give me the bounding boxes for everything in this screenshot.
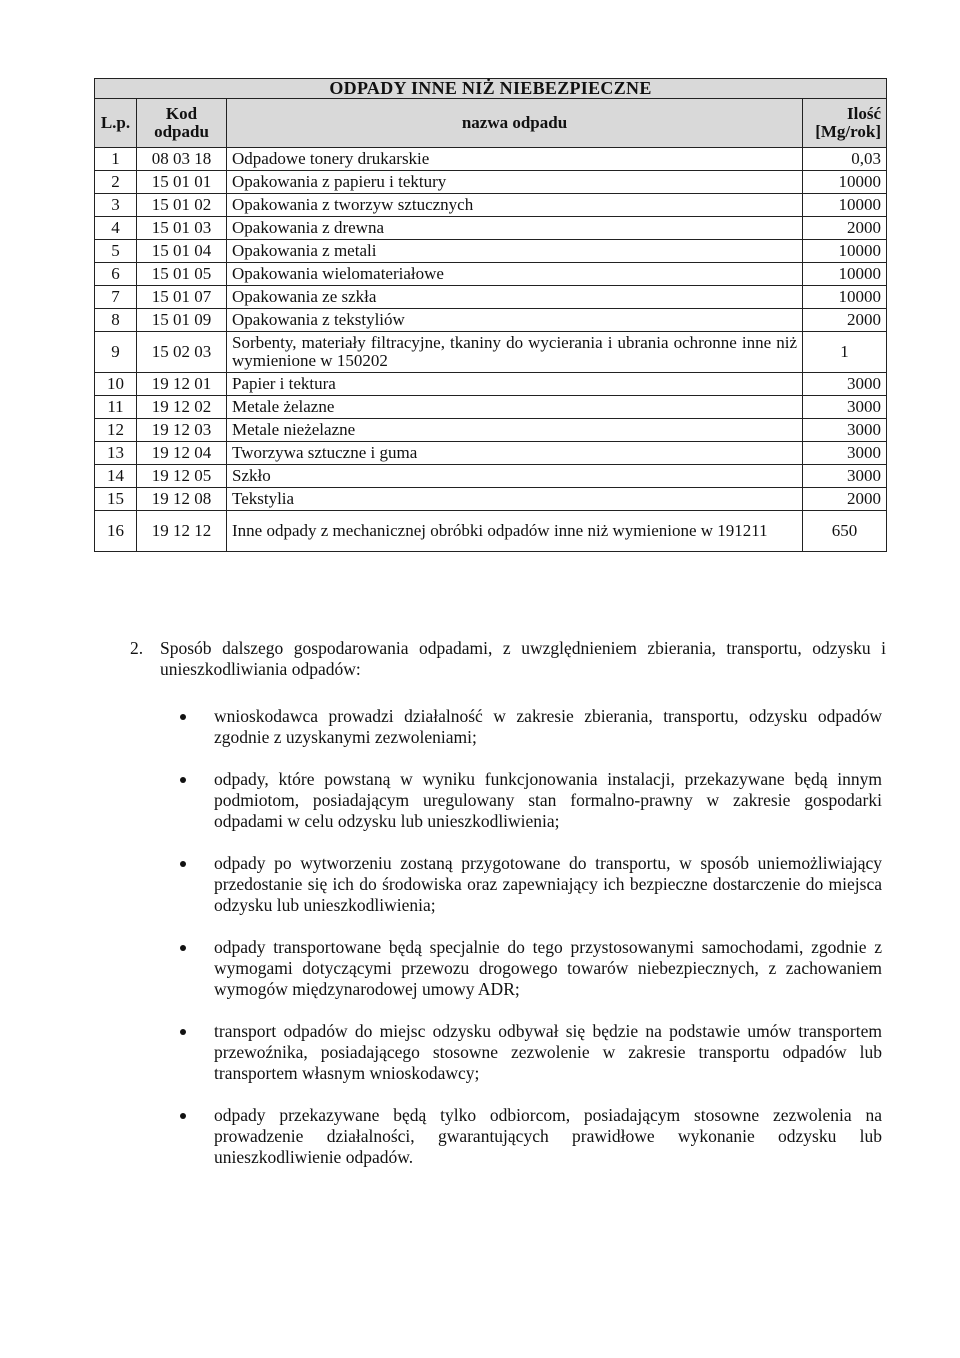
table-row: [95, 396, 887, 419]
row-code: 19 12 02: [137, 396, 227, 419]
table-title: ODPADY INNE NIŻ NIEBEZPIECZNE: [95, 79, 887, 99]
row-lp: 7: [95, 286, 137, 309]
list-item: [178, 853, 882, 916]
table-row: [95, 194, 887, 217]
row-lp: 11: [95, 396, 137, 419]
row-name: Opakowania z metali: [227, 240, 803, 263]
row-lp: 12: [95, 419, 137, 442]
row-name: Szkło: [227, 465, 803, 488]
row-name: Odpadowe tonery drukarskie: [227, 148, 803, 171]
section-intro: [130, 638, 886, 680]
row-qty: 2000: [803, 217, 887, 240]
table-title-row: [95, 79, 887, 99]
table-row: [95, 286, 887, 309]
row-name: Opakowania z drewna: [227, 217, 803, 240]
row-name: Papier i tektura: [227, 373, 803, 396]
table-row: [95, 240, 887, 263]
row-lp: 1: [95, 148, 137, 171]
table-row: [95, 373, 887, 396]
row-lp: 13: [95, 442, 137, 465]
row-name: Metale żelazne: [227, 396, 803, 419]
row-code: 15 01 04: [137, 240, 227, 263]
row-qty: 3000: [803, 419, 887, 442]
row-lp: 6: [95, 263, 137, 286]
row-name: Tworzywa sztuczne i guma: [227, 442, 803, 465]
row-qty: 3000: [803, 465, 887, 488]
row-qty: 1: [803, 332, 887, 373]
row-code: 15 01 05: [137, 263, 227, 286]
row-lp: 4: [95, 217, 137, 240]
row-name: Opakowania z tekstyliów: [227, 309, 803, 332]
row-lp: 14: [95, 465, 137, 488]
header-code: Kod odpadu: [137, 99, 227, 148]
header-name: nazwa odpadu: [227, 99, 803, 148]
row-lp: 8: [95, 309, 137, 332]
list-item-text: odpady, które powstaną w wyniku funkcjonowania instalacji, przekazywane będą innym podmiotom, posiadającym uregulowany stan formalno-prawny w zakresie gospodarki odpadami w celu odzysku lub unieszkodliwienia;: [214, 769, 882, 831]
table-row: [95, 442, 887, 465]
row-code: 19 12 04: [137, 442, 227, 465]
table-row: [95, 217, 887, 240]
row-qty: 2000: [803, 309, 887, 332]
header-lp: L.p.: [95, 99, 137, 148]
table-row: [95, 488, 887, 511]
row-code: 19 12 03: [137, 419, 227, 442]
row-lp: 9: [95, 332, 137, 373]
bullet-icon: [180, 714, 186, 720]
row-lp: 3: [95, 194, 137, 217]
row-qty: 650: [803, 511, 887, 552]
row-qty: 10000: [803, 240, 887, 263]
bullet-icon: [180, 945, 186, 951]
row-qty: 3000: [803, 442, 887, 465]
row-code: 15 01 02: [137, 194, 227, 217]
list-item-text: odpady przekazywane będą tylko odbiorcom, posiadającym stosowne zezwolenia na prowadzenie działalności, gwarantujących prawidłowe wykonanie odzysku lub unieszkodliwienie odpadów.: [214, 1105, 882, 1167]
row-qty: 3000: [803, 373, 887, 396]
row-lp: 16: [95, 511, 137, 552]
row-lp: 2: [95, 171, 137, 194]
bullet-icon: [180, 861, 186, 867]
row-code: 15 01 07: [137, 286, 227, 309]
table-row: [95, 419, 887, 442]
row-qty: 3000: [803, 396, 887, 419]
row-code: 15 02 03: [137, 332, 227, 373]
row-qty: 10000: [803, 263, 887, 286]
header-qty: Ilość [Mg/rok]: [803, 99, 887, 148]
table-header-row: [95, 99, 887, 148]
list-item: [178, 1105, 882, 1168]
table-row: [95, 465, 887, 488]
list-item: [178, 769, 882, 832]
row-name: Opakowania z papieru i tektury: [227, 171, 803, 194]
row-name: Inne odpady z mechanicznej obróbki odpadów inne niż wymienione w 191211: [227, 511, 803, 552]
row-code: 15 01 01: [137, 171, 227, 194]
list-item-text: odpady po wytworzeniu zostaną przygotowane do transportu, w sposób uniemożliwiający przedostanie się ich do środowiska oraz zapewniający ich bezpieczne dostarczenie do miejsca odzysku lub unieszkodliwienia;: [214, 853, 882, 915]
row-qty: 10000: [803, 286, 887, 309]
bullet-icon: [180, 1029, 186, 1035]
bullet-list: [178, 706, 882, 1189]
waste-table: [94, 78, 887, 552]
list-item: [178, 1021, 882, 1084]
list-item-text: wnioskodawca prowadzi działalność w zakresie zbierania, transportu, odzysku odpadów zgodnie z uzyskanymi zezwoleniami;: [214, 706, 882, 747]
row-lp: 10: [95, 373, 137, 396]
list-item: [178, 706, 882, 748]
row-lp: 5: [95, 240, 137, 263]
table-row: [95, 332, 887, 373]
row-name: Sorbenty, materiały filtracyjne, tkaniny do wycierania i ubrania ochronne inne niż wymienione w 150202: [227, 332, 803, 373]
row-name: Tekstylia: [227, 488, 803, 511]
row-code: 19 12 08: [137, 488, 227, 511]
table-row: [95, 171, 887, 194]
row-name: Opakowania z tworzyw sztucznych: [227, 194, 803, 217]
bullet-icon: [180, 1113, 186, 1119]
row-code: 19 12 01: [137, 373, 227, 396]
row-qty: 2000: [803, 488, 887, 511]
row-code: 08 03 18: [137, 148, 227, 171]
table-row: [95, 309, 887, 332]
section-number: 2.: [130, 638, 144, 658]
row-qty: 10000: [803, 171, 887, 194]
bullet-icon: [180, 777, 186, 783]
list-item-text: odpady transportowane będą specjalnie do tego przystosowanymi samochodami, zgodnie z wymogami dotyczącymi przewozu drogowego towarów niebezpiecznych, z zachowaniem wymogów międzynarodowej umowy ADR;: [214, 937, 882, 999]
table-row: [95, 263, 887, 286]
table-row: [95, 148, 887, 171]
table-body: [95, 148, 887, 552]
row-code: 15 01 09: [137, 309, 227, 332]
row-qty: 0,03: [803, 148, 887, 171]
list-item-text: transport odpadów do miejsc odzysku odbywał się będzie na podstawie umów transportem przewoźnika, posiadającego stosowne zezwolenie w zakresie transportu odpadów lub transportem własnym wnioskodawcy;: [214, 1021, 882, 1083]
row-name: Opakowania wielomateriałowe: [227, 263, 803, 286]
row-name: Metale nieżelazne: [227, 419, 803, 442]
row-qty: 10000: [803, 194, 887, 217]
row-code: 15 01 03: [137, 217, 227, 240]
row-code: 19 12 05: [137, 465, 227, 488]
section-intro-text: Sposób dalszego gospodarowania odpadami, z uwzględnieniem zbierania, transportu, odzysku i unieszkodliwiania odpadów:: [160, 638, 886, 679]
list-item: [178, 937, 882, 1000]
row-name: Opakowania ze szkła: [227, 286, 803, 309]
row-lp: 15: [95, 488, 137, 511]
section-2: [130, 638, 886, 680]
row-code: 19 12 12: [137, 511, 227, 552]
table-row: [95, 511, 887, 552]
